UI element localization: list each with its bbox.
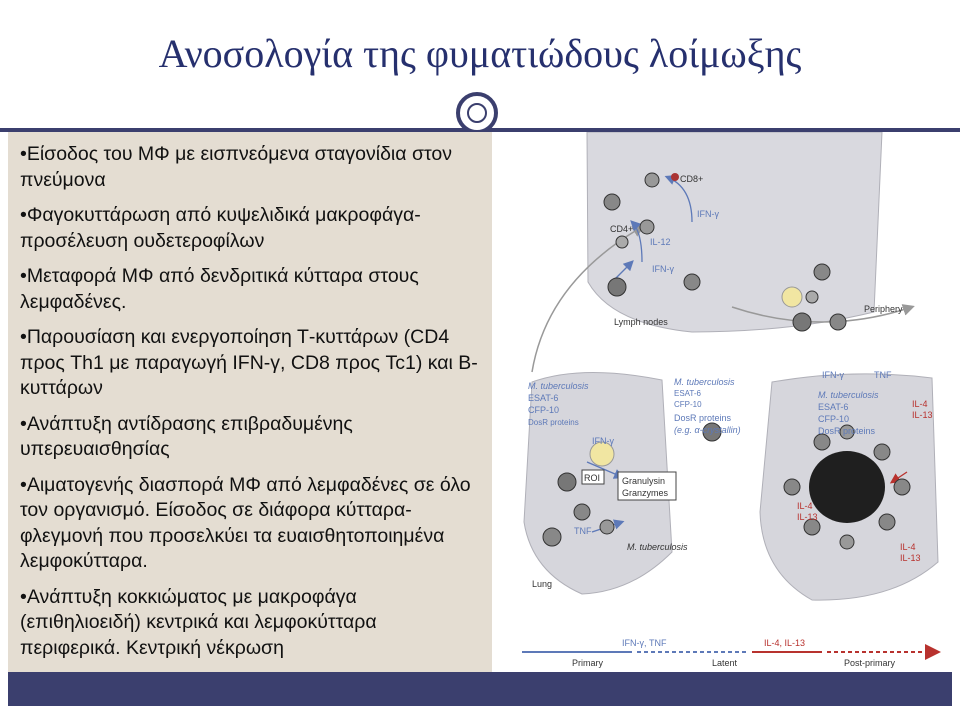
box-mid-line: CFP-10 bbox=[674, 400, 702, 409]
decorative-circle-icon bbox=[456, 92, 498, 134]
bullet-item: •Ανάπτυξη κοκκιώματος με μακροφάγα (επιθηλιοειδή) κεντρικά και λεμφοκύτταρα περιφερικά. Κεντρική νέκρωση bbox=[20, 585, 377, 659]
bullet-item: •Ανάπτυξη αντίδρασης επιβραδυμένης υπερευαισθησίας bbox=[20, 412, 353, 460]
timeline-il4-il13: IL-4, IL-13 bbox=[764, 638, 806, 648]
label-il4-b: IL-4 bbox=[797, 501, 813, 511]
label-tnf-right: TNF bbox=[874, 370, 892, 380]
label-ifn-right: IFN-γ bbox=[822, 370, 844, 380]
timeline-latent: Latent bbox=[712, 658, 738, 668]
label-il12: IL-12 bbox=[650, 237, 671, 247]
box-right-line: CFP-10 bbox=[818, 414, 850, 424]
label-il4-a: IL-4 bbox=[912, 399, 928, 409]
label-tnf-mid: TNF bbox=[574, 526, 592, 536]
immunology-figure bbox=[492, 132, 952, 672]
label-mtb-lung: M. tuberculosis bbox=[627, 542, 688, 552]
necrotic-core bbox=[809, 451, 885, 523]
timeline-primary: Primary bbox=[572, 658, 603, 668]
bullet-item: •Αιματογενής διασπορά ΜΦ από λεμφαδένες σε όλο τον οργανισμό. Είσοδος σε διάφορα κύτταρα-φλεγμονή που προσελκύει τα ευαισθητοποιημένα λεμφοκύτταρα. bbox=[20, 473, 471, 572]
label-ifn-mid: IFN-γ bbox=[592, 436, 614, 446]
label-roi: ROI bbox=[584, 473, 601, 483]
slide-title: Ανοσολογία της φυματιώδους λοίμωξης bbox=[158, 31, 802, 76]
label-il13-c: IL-13 bbox=[900, 553, 921, 563]
label-cd4: CD4+ bbox=[610, 224, 634, 234]
box-mid-line: M. tuberculosis bbox=[674, 377, 735, 387]
bullet-item: •Φαγοκυττάρωση από κυψελιδικά μακροφάγα- προσέλευση ουδετεροφίλων bbox=[20, 204, 421, 252]
label-il4-c: IL-4 bbox=[900, 542, 916, 552]
footer-bar bbox=[8, 672, 952, 706]
label-il13-b: IL-13 bbox=[797, 512, 818, 522]
box-left-line: DosR proteins bbox=[528, 418, 579, 427]
box-left-line: ESAT-6 bbox=[528, 393, 559, 403]
box-left-line: CFP-10 bbox=[528, 405, 560, 415]
label-cd8: CD8+ bbox=[680, 174, 704, 184]
bullet-item: •Μεταφορά ΜΦ από δενδριτικά κύτταρα στους λεμφαδένες. bbox=[20, 265, 419, 313]
box-right-line: ESAT-6 bbox=[818, 402, 849, 412]
bullet-list bbox=[20, 142, 480, 671]
label-il13-a: IL-13 bbox=[912, 410, 933, 420]
box-right-line: DosR proteins bbox=[818, 426, 876, 436]
box-mid-line: (e.g. α-crystallin) bbox=[674, 425, 741, 435]
bullet-item: •Είσοδος του ΜΦ με εισπνεόμενα σταγονίδια στον πνεύμονα bbox=[20, 143, 452, 191]
antigen-box-mid bbox=[674, 377, 741, 435]
label-ifn-top: IFN-γ bbox=[697, 209, 719, 219]
label-granzymes: Granzymes bbox=[622, 488, 669, 498]
label-lung: Lung bbox=[532, 579, 553, 589]
label-periphery: Periphery bbox=[864, 304, 903, 314]
timeline-post-primary: Post-primary bbox=[844, 658, 896, 668]
box-left-line: M. tuberculosis bbox=[528, 381, 589, 391]
label-ifn-left: IFN-γ bbox=[652, 264, 674, 274]
immunology-diagram bbox=[492, 132, 952, 672]
box-mid-line: DosR proteins bbox=[674, 413, 732, 423]
label-granulysin: Granulysin bbox=[622, 476, 666, 486]
timeline bbox=[522, 638, 937, 668]
bullet-item: •Παρουσίαση και ενεργοποίηση Τ-κυττάρων (CD4 προς Th1 με παραγωγή IFN-γ, CD8 προς Tc1) και Β-κυττάρων bbox=[20, 326, 478, 399]
timeline-ifn-tnf: IFN-γ, TNF bbox=[622, 638, 667, 648]
label-lymph-nodes: Lymph nodes bbox=[614, 317, 668, 327]
box-right-line: M. tuberculosis bbox=[818, 390, 879, 400]
box-mid-line: ESAT-6 bbox=[674, 389, 701, 398]
